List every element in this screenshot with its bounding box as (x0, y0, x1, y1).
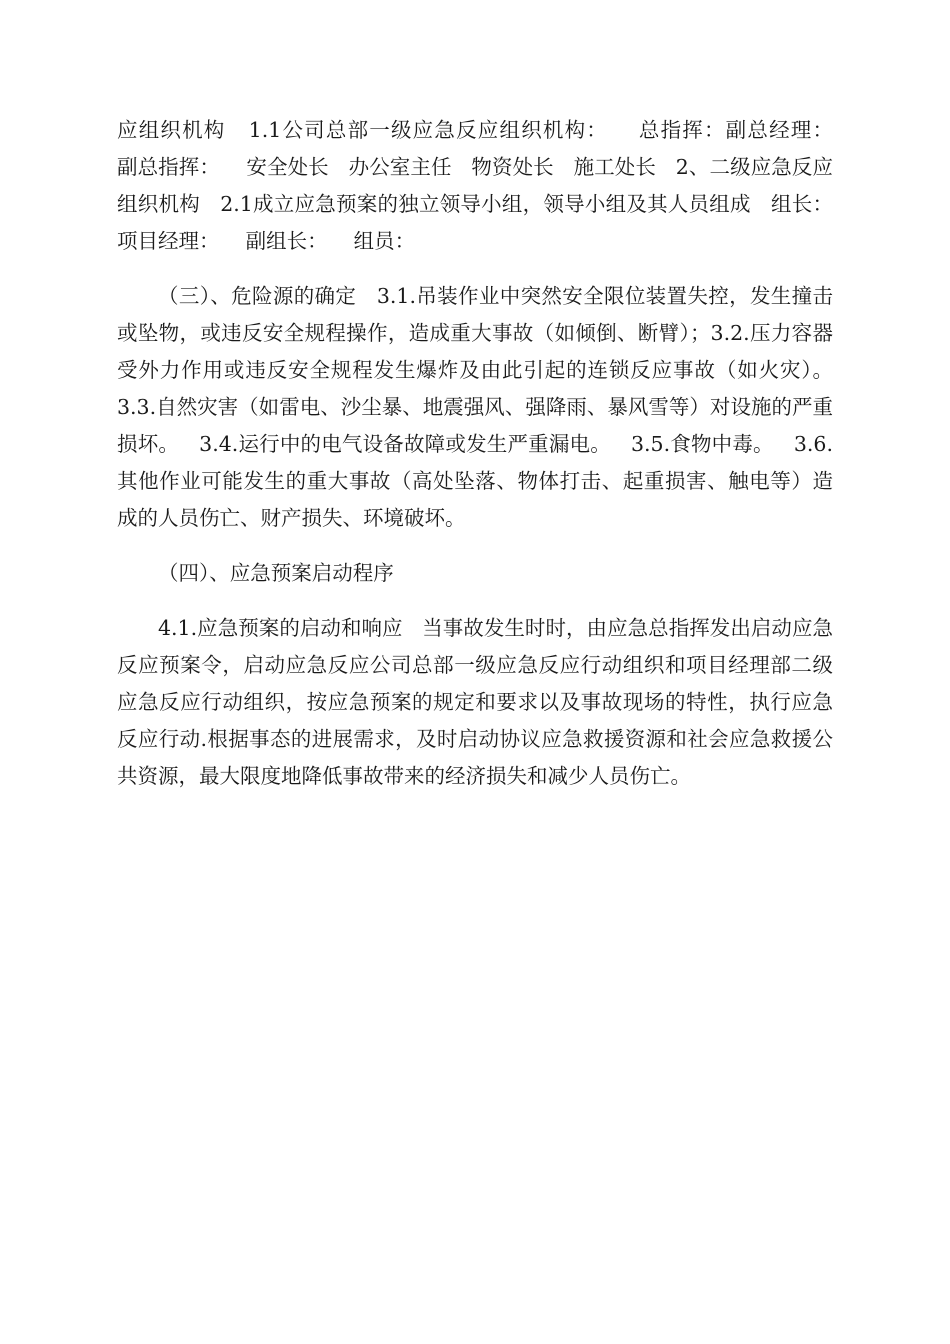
paragraph-hazard-identification: （三）、危险源的确定 3.1.吊装作业中突然安全限位装置失控，发生撞击或坠物，或违反安全规程操作，造成重大事故（如倾倒、断臂）；3.2.压力容器受外力作用或违反安全规程发生爆炸及由此引起的连锁反应事故（如火灾）。 3.3.自然灾害（如雷电、沙尘暴、地震强风、强降雨、暴风雪等）对设施的严重损坏。 3.4.运行中的电气设备故障或发生严重漏电。 3.5.食物中毒。 3.6.其他作业可能发生的重大事故（高处坠落、物体打击、起重损害、触电等）造成的人员伤亡、财产损失、环境破坏。 (117, 284, 853, 530)
paragraph-organization: 应组织机构 1.1公司总部一级应急反应组织机构： 总指挥：副总经理： 副总指挥： 安全处长 办公室主任 物资处长 施工处长 2、二级应急反应组织机构 2.1成立应急预案的独立领导小组，领导小组及其人员组成 组长：项目经理： 副组长： 组员： (117, 118, 860, 253)
document-body (117, 112, 860, 795)
paragraph-startup-response: 4.1.应急预案的启动和响应 当事故发生时时，由应急总指挥发出启动应急反应预案令，启动应急反应公司总部一级应急反应行动组织和项目经理部二级应急反应行动组织，按应急预案的规定和要求以及事故现场的特性，执行应急反应行动.根据事态的进展需求，及时启动协议应急救援资源和社会应急救援公共资源，最大限度地降低事故带来的经济损失和减少人员伤亡。 (117, 616, 833, 788)
section-heading-startup-procedure: （四）、应急预案启动程序 (158, 561, 394, 585)
